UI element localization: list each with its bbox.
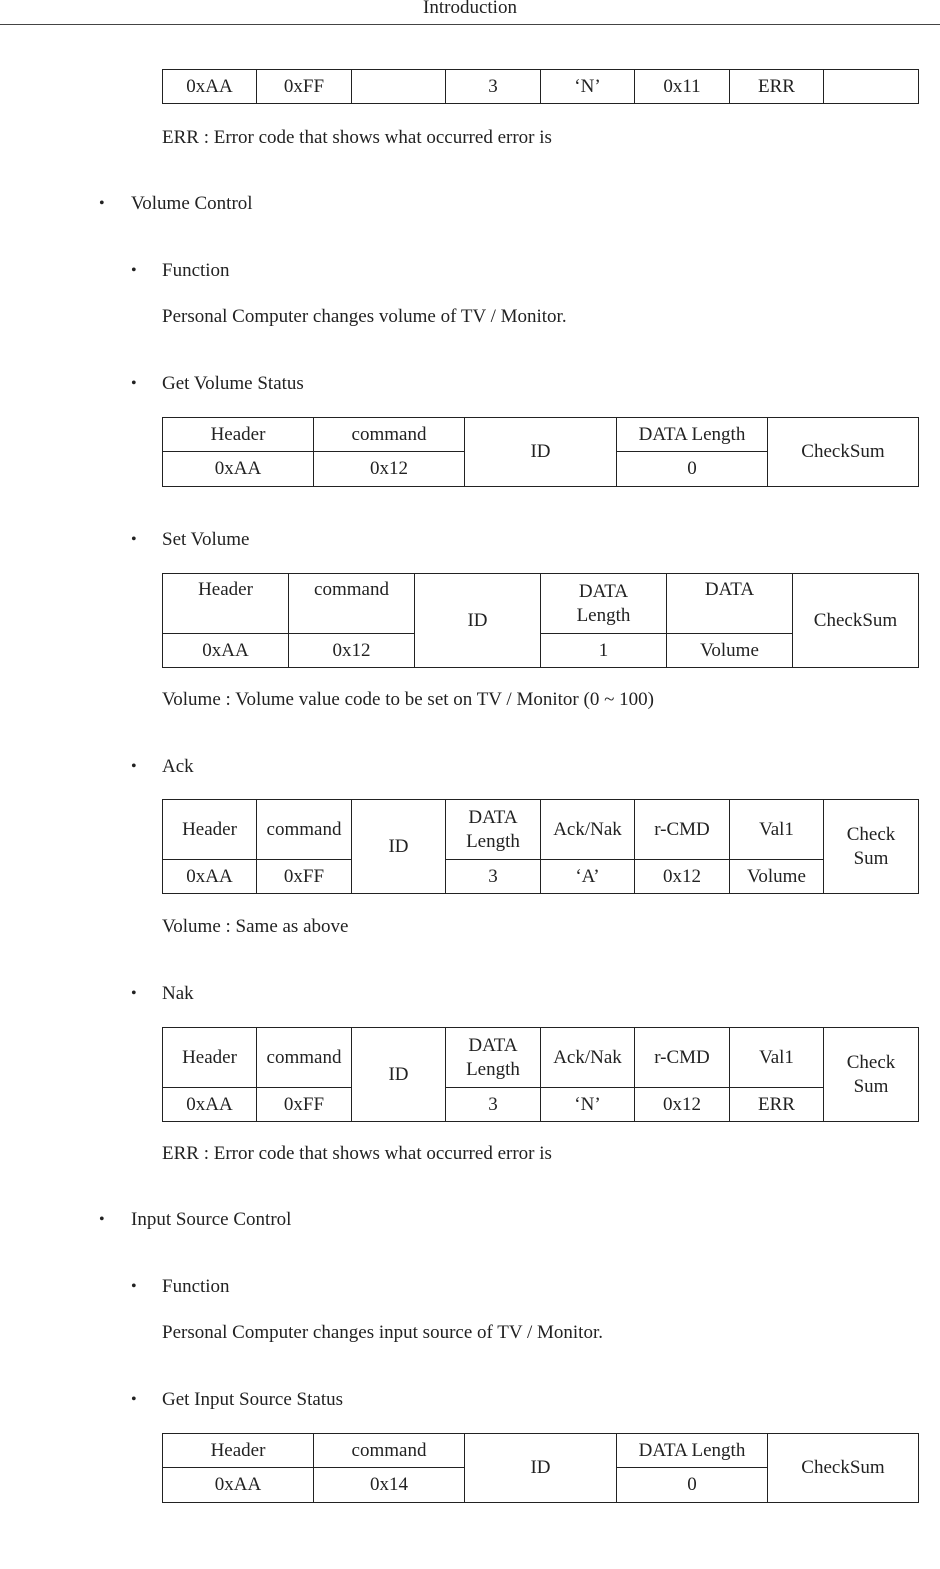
table-cell: 0x12	[314, 452, 465, 487]
column-header: Val1	[730, 1028, 824, 1088]
bullet-icon: •	[131, 1278, 137, 1295]
table-cell: 0x14	[314, 1468, 465, 1503]
page-title: Introduction	[423, 0, 517, 18]
column-header: Header	[163, 1434, 314, 1468]
get-volume-status-table	[162, 417, 919, 487]
table-cell: 0	[617, 452, 768, 487]
function-description: Personal Computer changes input source of TV / Monitor.	[162, 1322, 603, 1343]
table-cell: 0x12	[289, 634, 415, 668]
bullet-icon: •	[99, 195, 105, 212]
ack-note: Volume : Same as above	[162, 916, 349, 937]
column-header: Val1	[730, 800, 824, 860]
table-cell: 0xAA	[163, 1088, 257, 1122]
table-cell: 0xAA	[163, 860, 257, 894]
column-header: DATA Length	[446, 1028, 541, 1088]
column-header: command	[314, 418, 465, 452]
page-header	[0, 0, 940, 25]
table-cell: 0xAA	[163, 1468, 314, 1503]
column-header: DATA Length	[446, 800, 541, 860]
column-header: DATA Length	[541, 574, 667, 634]
nak-note: ERR : Error code that shows what occurred error is	[162, 1143, 552, 1164]
volume-note: Volume : Volume value code to be set on TV / Monitor (0 ~ 100)	[162, 689, 654, 710]
column-header: Header	[163, 574, 289, 634]
table-cell: 3	[446, 1088, 541, 1122]
table-cell: ERR	[730, 70, 824, 104]
column-header: Ack/Nak	[541, 1028, 635, 1088]
column-header: ID	[465, 1434, 617, 1503]
table-cell: 1	[541, 634, 667, 668]
subsection-ack: Ack	[162, 756, 194, 777]
column-header: r-CMD	[635, 800, 730, 860]
bullet-icon: •	[131, 375, 137, 392]
table-cell: 0xFF	[257, 70, 352, 104]
ack-table	[162, 799, 919, 894]
column-header: DATA	[667, 574, 793, 634]
column-header: ID	[415, 574, 541, 668]
column-header: Header	[163, 418, 314, 452]
column-header: ID	[465, 418, 617, 487]
column-header: DATA Length	[617, 418, 768, 452]
function-description: Personal Computer changes volume of TV / Monitor.	[162, 306, 567, 327]
column-header: Header	[163, 1028, 257, 1088]
nak-continuation-table	[162, 69, 919, 104]
table-cell	[352, 70, 446, 104]
column-header: command	[257, 800, 352, 860]
column-header: Ack/Nak	[541, 800, 635, 860]
section-title-volume-control: Volume Control	[131, 193, 253, 214]
column-header: CheckSum	[793, 574, 919, 668]
section-title-input-source-control: Input Source Control	[131, 1209, 292, 1230]
column-header: ID	[352, 800, 446, 894]
table-cell: ERR	[730, 1088, 824, 1122]
column-header: command	[257, 1028, 352, 1088]
column-header: CheckSum	[768, 418, 919, 487]
table-cell: 0xFF	[257, 860, 352, 894]
set-volume-table	[162, 573, 919, 668]
table-cell: 0x11	[635, 70, 730, 104]
subsection-function: Function	[162, 1276, 230, 1297]
subsection-set-volume: Set Volume	[162, 529, 250, 550]
table-cell: 0x12	[635, 860, 730, 894]
table-cell: 0x12	[635, 1088, 730, 1122]
column-header: command	[314, 1434, 465, 1468]
nak-table	[162, 1027, 919, 1122]
bullet-icon: •	[131, 985, 137, 1002]
err-note: ERR : Error code that shows what occurred error is	[162, 127, 552, 148]
bullet-icon: •	[131, 758, 137, 775]
column-header: DATA Length	[617, 1434, 768, 1468]
table-cell: 0xAA	[163, 634, 289, 668]
table-cell: ‘N’	[541, 70, 635, 104]
table-cell: 0xFF	[257, 1088, 352, 1122]
column-header: r-CMD	[635, 1028, 730, 1088]
column-header: Check Sum	[824, 800, 919, 894]
column-header: Check Sum	[824, 1028, 919, 1122]
table-cell: Volume	[730, 860, 824, 894]
table-cell: 3	[446, 860, 541, 894]
bullet-icon: •	[131, 1391, 137, 1408]
subsection-nak: Nak	[162, 983, 194, 1004]
table-cell: Volume	[667, 634, 793, 668]
table-cell	[824, 70, 919, 104]
table-cell: ‘A’	[541, 860, 635, 894]
column-header: CheckSum	[768, 1434, 919, 1503]
bullet-icon: •	[131, 531, 137, 548]
column-header: Header	[163, 800, 257, 860]
table-cell: 3	[446, 70, 541, 104]
table-cell: 0xAA	[163, 452, 314, 487]
column-header: ID	[352, 1028, 446, 1122]
bullet-icon: •	[99, 1211, 105, 1228]
subsection-function: Function	[162, 260, 230, 281]
table-cell: ‘N’	[541, 1088, 635, 1122]
column-header: command	[289, 574, 415, 634]
subsection-get-volume-status: Get Volume Status	[162, 373, 304, 394]
bullet-icon: •	[131, 262, 137, 279]
table-cell: 0xAA	[163, 70, 257, 104]
table-cell: 0	[617, 1468, 768, 1503]
get-input-source-status-table	[162, 1433, 919, 1503]
subsection-get-input-source-status: Get Input Source Status	[162, 1389, 344, 1410]
